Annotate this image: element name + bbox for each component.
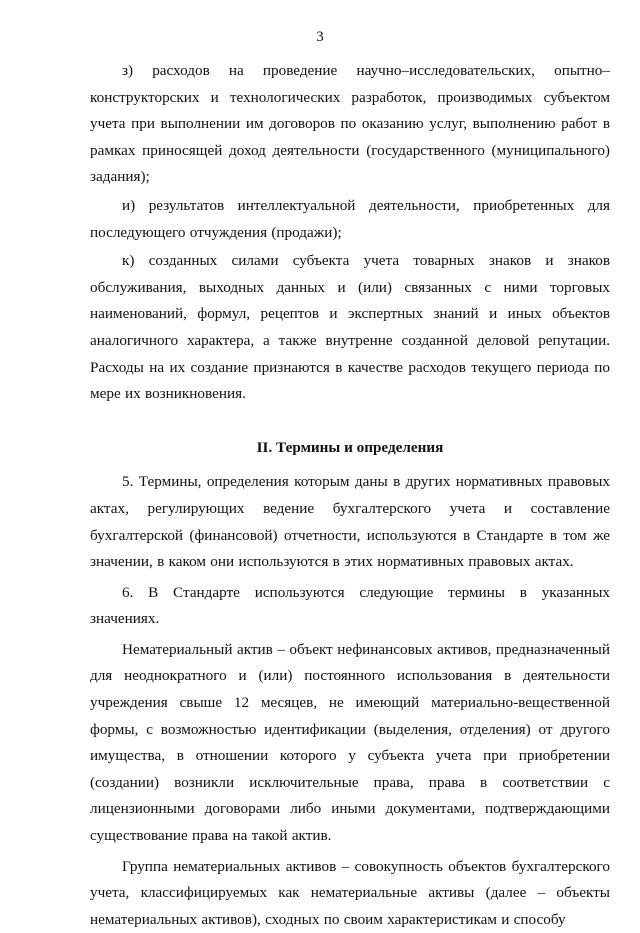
paragraph-z-rd-expenses: з) расходов на проведение научно–исследовательских, опытно–конструкторских и технологических разработок, производимых субъектом учета при выполнении им договоров по оказанию услуг, выполнению работ в рамках приносящей доход деятельности (государственного (муниципального) задания); [90, 62, 610, 186]
paragraph-k-trademarks: к) созданных силами субъекта учета товарных знаков и знаков обслуживания, выходных данных и (или) связанных с ними торговых наименований, формул, рецептов и экспертных знаний и иных объектов аналогичного характера, а также внутренне созданной деловой репутации. Расходы на их создание признаются в качестве расходов текущего периода по мере их возникновения. [90, 252, 610, 403]
page-number: 3 [316, 29, 324, 45]
paragraph-i-ip-results: и) результатов интеллектуальной деятельности, приобретенных для последующего отчуждения (продажи); [90, 196, 610, 241]
paragraph-6-terms-used: 6. В Стандарте используются следующие термины в указанных значениях. [90, 583, 610, 628]
paragraph-5-terms: 5. Термины, определения которым даны в других нормативных правовых актах, регулирующих ведение бухгалтерского учета и составление бухгалтерской (финансовой) отчетности, используются в Стандарте в том же значении, в каком они используются в этих нормативных правовых актах. [90, 473, 610, 571]
section-heading-terms: II. Термины и определения [256, 438, 444, 456]
definition-intangible-asset-group: Группа нематериальных активов – совокупность объектов бухгалтерского учета, классифицируемых как нематериальные активы (далее – объекты нематериальных активов), сходных по своим характеристикам и способу [90, 857, 610, 928]
document-body [90, 58, 610, 933]
definition-intangible-asset: Нематериальный актив – объект нефинансовых активов, предназначенный для неоднократного и (или) постоянного использования в деятельности учреждения свыше 12 месяцев, не имеющий материально-вещественной формы, с возможностью идентификации (выделения, отделения) от другого имущества, в отношении которого у субъекта учета при приобретении (создании) возникли исключительные права, права в соответствии с лицензионными договорами либо иными документами, подтверждающими существование права на такой актив. [90, 640, 610, 845]
